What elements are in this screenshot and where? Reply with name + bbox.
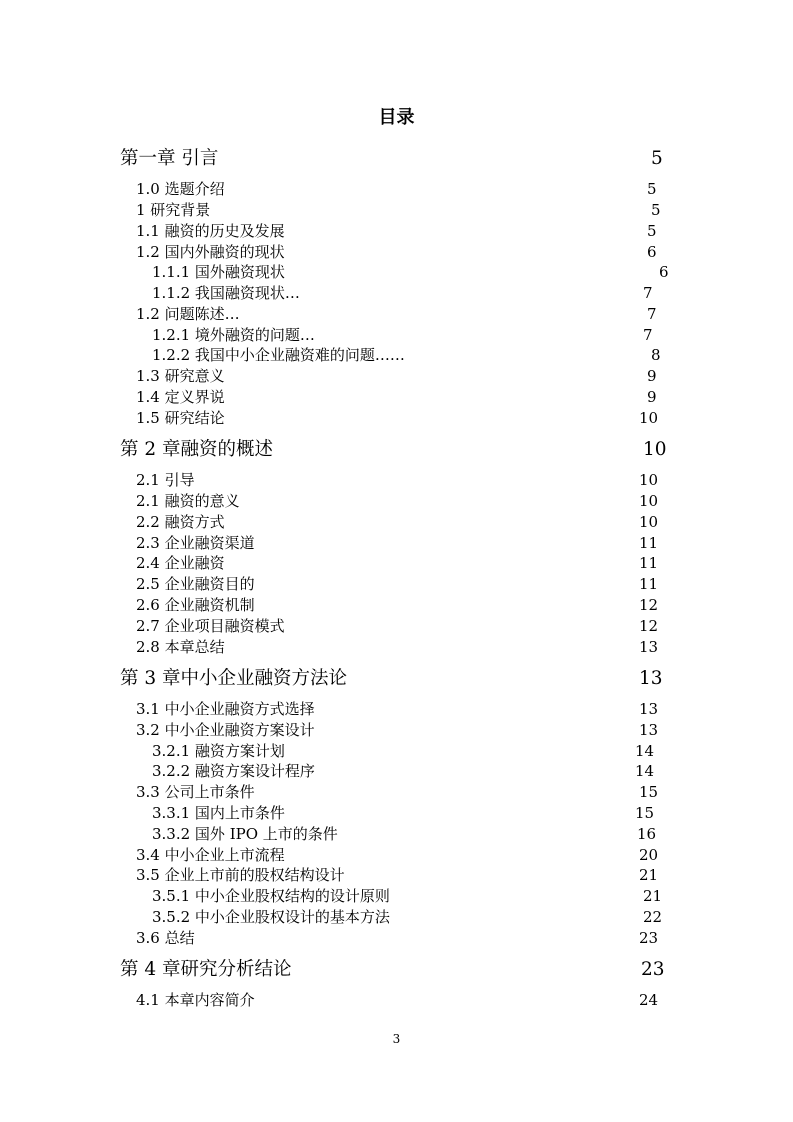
toc-section-entry[interactable] [0,699,793,719]
toc-entry-page: 15 [639,783,659,801]
toc-entry-page: 11 [639,534,659,552]
toc-section-entry[interactable] [0,408,793,428]
toc-entry-title: 1.2 问题陈述… [136,305,240,323]
toc-entry-title: 1.5 研究结论 [136,409,225,427]
toc-section-entry[interactable] [0,221,793,241]
toc-entry-title: 2.8 本章总结 [136,638,225,656]
toc-section-entry[interactable] [0,325,793,345]
toc-entry-page: 12 [639,617,659,635]
toc-entry-title: 1.2 国内外融资的现状 [136,243,285,261]
toc-entry-page: 9 [647,388,657,406]
toc-section-entry[interactable] [0,845,793,865]
toc-entry-title: 第一章 引言 [120,148,219,169]
toc-section-entry[interactable] [0,242,793,262]
toc-section-entry[interactable] [0,907,793,927]
toc-title: 目录 [378,107,415,128]
toc-section-entry[interactable] [0,595,793,615]
toc-entry-page: 21 [639,866,659,884]
toc-section-entry[interactable] [0,616,793,636]
toc-section-entry[interactable] [0,262,793,282]
toc-entry-title: 2.6 企业融资机制 [136,596,255,614]
toc-entry-title: 1.1.2 我国融资现状… [152,284,300,302]
toc-entry-title: 1.2.1 境外融资的问题… [152,326,315,344]
toc-section-entry[interactable] [0,761,793,781]
toc-entry-title: 3.5.1 中小企业股权结构的设计原则 [152,887,390,905]
toc-section-entry[interactable] [0,720,793,740]
toc-section-entry[interactable] [0,512,793,532]
toc-entry-page: 6 [659,263,669,281]
toc-entry-page: 13 [639,668,663,689]
toc-section-entry[interactable] [0,990,793,1010]
toc-entry-page: 23 [639,929,659,947]
toc-entry-title: 第 3 章中小企业融资方法论 [120,668,348,689]
toc-entry-title: 3.5.2 中小企业股权设计的基本方法 [152,908,390,926]
toc-entry-title: 1.3 研究意义 [136,367,225,385]
toc-entry-page: 13 [639,638,659,656]
toc-section-entry[interactable] [0,803,793,823]
toc-entry-title: 3.3 公司上市条件 [136,783,255,801]
toc-section-entry[interactable] [0,574,793,594]
toc-chapter-entry[interactable] [0,957,793,983]
toc-entry-page: 5 [647,180,657,198]
toc-chapter-entry[interactable] [0,437,793,463]
toc-entry-page: 7 [647,305,657,323]
toc-entry-page: 14 [635,742,655,760]
toc-entry-title: 1.1.1 国外融资现状 [152,263,285,281]
toc-section-entry[interactable] [0,886,793,906]
toc-section-entry[interactable] [0,470,793,490]
toc-entry-page: 22 [643,908,663,926]
toc-section-entry[interactable] [0,200,793,220]
toc-section-entry[interactable] [0,865,793,885]
toc-section-entry[interactable] [0,491,793,511]
toc-entry-title: 3.3.2 国外 IPO 上市的条件 [152,825,338,843]
toc-entry-page: 14 [635,762,655,780]
toc-section-entry[interactable] [0,782,793,802]
toc-entry-title: 第 4 章研究分析结论 [120,959,292,980]
toc-entry-page: 13 [639,700,659,718]
toc-entry-title: 第 2 章融资的概述 [120,439,274,460]
toc-entry-page: 13 [639,721,659,739]
toc-entry-title: 2.3 企业融资渠道 [136,534,255,552]
toc-entry-page: 11 [639,554,659,572]
toc-entry-title: 4.1 本章内容简介 [136,991,255,1009]
page-number: 3 [392,1032,401,1046]
toc-entry-title: 3.1 中小企业融资方式选择 [136,700,315,718]
toc-entry-title: 3.6 总结 [136,929,195,947]
toc-entry-title: 1.2.2 我国中小企业融资难的问题…… [152,346,405,364]
toc-entry-title: 3.2.1 融资方案计划 [152,742,285,760]
toc-entry-page: 5 [651,201,661,219]
toc-section-entry[interactable] [0,387,793,407]
toc-chapter-entry[interactable] [0,666,793,692]
toc-entry-title: 2.7 企业项目融资模式 [136,617,285,635]
toc-section-entry[interactable] [0,179,793,199]
toc-section-entry[interactable] [0,553,793,573]
toc-entry-title: 2.1 融资的意义 [136,492,240,510]
toc-entry-title: 2.1 引导 [136,471,195,489]
toc-entry-page: 7 [643,284,653,302]
toc-section-entry[interactable] [0,741,793,761]
toc-entry-title: 3.2.2 融资方案设计程序 [152,762,315,780]
toc-section-entry[interactable] [0,283,793,303]
toc-entry-page: 10 [639,492,659,510]
toc-entry-page: 23 [641,959,665,980]
toc-entry-page: 21 [643,887,663,905]
toc-entry-page: 10 [639,409,659,427]
toc-entry-page: 10 [643,439,667,460]
toc-entry-page: 10 [639,513,659,531]
toc-entry-page: 5 [647,222,657,240]
toc-entry-title: 2.5 企业融资目的 [136,575,255,593]
toc-section-entry[interactable] [0,345,793,365]
toc-entry-page: 24 [639,991,659,1009]
toc-entry-title: 3.3.1 国内上市条件 [152,804,285,822]
toc-entry-page: 9 [647,367,657,385]
toc-entry-title: 1.4 定义界说 [136,388,225,406]
toc-entry-title: 1 研究背景 [136,201,211,219]
toc-entry-page: 11 [639,575,659,593]
toc-entry-title: 2.4 企业融资 [136,554,225,572]
toc-entry-title: 1.0 选题介绍 [136,180,225,198]
toc-section-entry[interactable] [0,366,793,386]
toc-entry-title: 3.4 中小企业上市流程 [136,846,285,864]
toc-section-entry[interactable] [0,304,793,324]
toc-entry-title: 3.5 企业上市前的股权结构设计 [136,866,345,884]
toc-chapter-entry[interactable] [0,146,793,172]
toc-entry-page: 12 [639,596,659,614]
toc-entry-page: 5 [651,148,663,169]
toc-section-entry[interactable] [0,533,793,553]
toc-entry-page: 16 [637,825,657,843]
toc-entry-page: 7 [643,326,653,344]
toc-entry-title: 3.2 中小企业融资方案设计 [136,721,315,739]
toc-section-entry[interactable] [0,928,793,948]
toc-section-entry[interactable] [0,637,793,657]
toc-entry-page: 8 [651,346,661,364]
toc-entry-page: 6 [647,243,657,261]
toc-section-entry[interactable] [0,824,793,844]
toc-entry-page: 10 [639,471,659,489]
toc-entry-page: 15 [635,804,655,822]
toc-entry-title: 1.1 融资的历史及发展 [136,222,285,240]
toc-entry-page: 20 [639,846,659,864]
toc-entry-title: 2.2 融资方式 [136,513,225,531]
